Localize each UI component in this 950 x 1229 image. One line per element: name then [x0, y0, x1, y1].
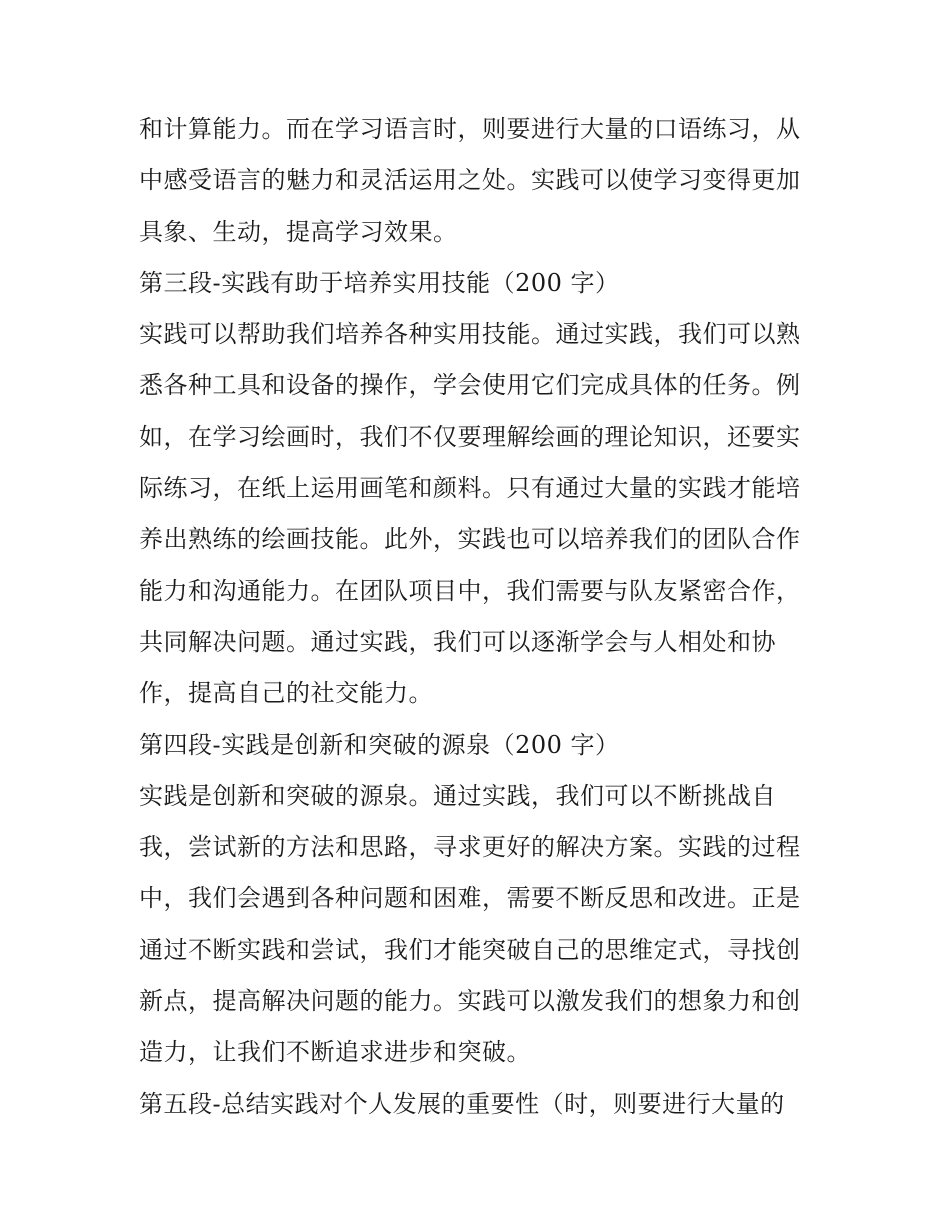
text-line: 作，提高自己的社交能力。 [139, 679, 433, 708]
text-line: 和计算能力。而在学习语言时，则要进行大量的口语练习，从 [139, 115, 801, 143]
section-heading-5: 第五段-总结实践对个人发展的重要性（时，则要进行大量的 [139, 1089, 785, 1118]
text-line: 能力和沟通能力。在团队项目中，我们需要与队友紧密合作， [139, 576, 801, 605]
text-line: 实践可以帮助我们培养各种实用技能。通过实践，我们可以熟 [139, 320, 801, 349]
text-line: 悉各种工具和设备的操作，学会使用它们完成具体的任务。例 [139, 371, 801, 400]
section-heading-4: 第四段-实践是创新和突破的源泉（200 字） [139, 730, 620, 759]
text-line: 具象、生动，提高学习效果。 [139, 217, 458, 246]
text-line: 我，尝试新的方法和思路，寻求更好的解决方案。实践的过程 [139, 833, 801, 862]
text-line: 中感受语言的魅力和灵活运用之处。实践可以使学习变得更加 [139, 166, 801, 195]
text-line: 中，我们会遇到各种问题和困难，需要不断反思和改进。正是 [139, 884, 801, 913]
text-line: 共同解决问题。通过实践，我们可以逐渐学会与人相处和协 [139, 627, 776, 656]
document-body [139, 104, 815, 1130]
section-heading-3: 第三段-实践有助于培养实用技能（200 字） [139, 268, 620, 297]
text-line: 实践是创新和突破的源泉。通过实践，我们可以不断挑战自 [139, 781, 776, 810]
text-line: 如，在学习绘画时，我们不仅要理解绘画的理论知识，还要实 [139, 422, 801, 451]
text-line: 际练习，在纸上运用画笔和颜料。只有通过大量的实践才能培 [139, 474, 801, 503]
text-line: 养出熟练的绘画技能。此外，实践也可以培养我们的团队合作 [139, 525, 801, 554]
text-line: 造力，让我们不断追求进步和突破。 [139, 1038, 531, 1067]
text-line: 新点，提高解决问题的能力。实践可以激发我们的想象力和创 [139, 987, 801, 1016]
text-line: 通过不断实践和尝试，我们才能突破自己的思维定式，寻找创 [139, 935, 801, 964]
